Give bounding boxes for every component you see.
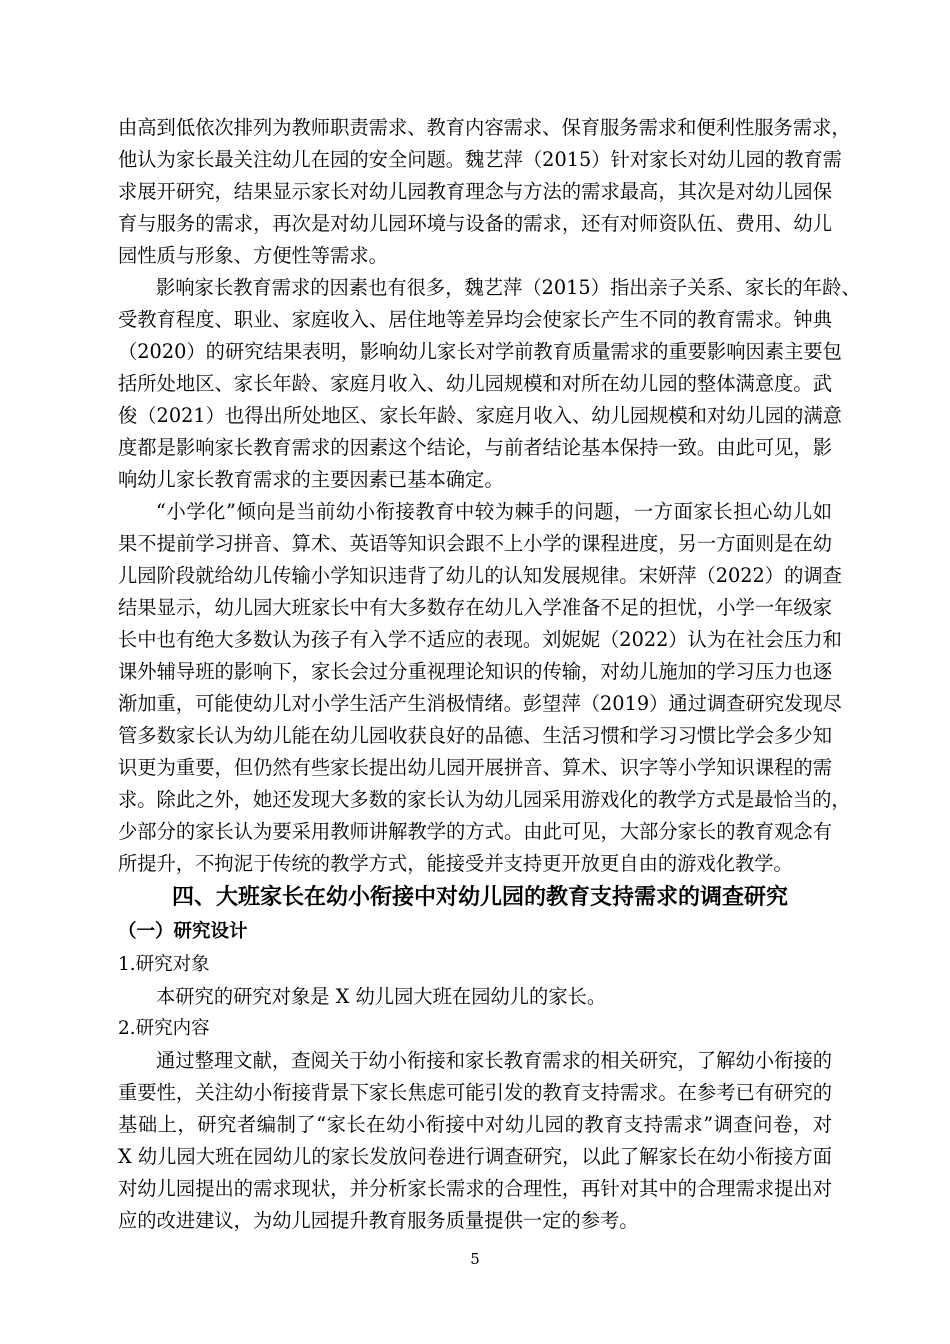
subheading: 1.研究对象 <box>118 954 210 975</box>
text-line: 影响家长教育需求的因素也有很多，魏艺萍（2015）指出亲子关系、家长的年龄、 <box>156 276 861 299</box>
text-line: 括所处地区、家长年龄、家庭月收入、幼儿园规模和对所在幼儿园的整体满意度。武 <box>118 372 832 395</box>
text-line: 所提升，不拘泥于传统的教学方式，能接受并支持更开放更自由的游戏化教学。 <box>118 852 793 875</box>
paragraph <box>118 272 861 496</box>
text-line: 识更为重要，但仍然有些家长提出幼儿园开展拼音、算术、识字等小学知识课程的需 <box>118 756 832 779</box>
paragraph <box>118 981 832 1013</box>
document-body <box>118 112 861 1237</box>
text-line: 园性质与形象、方便性等需求。 <box>118 244 388 267</box>
text-line: 果不提前学习拼音、算术、英语等知识会跟不上小学的课程进度，另一方面则是在幼 <box>118 532 832 555</box>
text-line: 他认为家长最关注幼儿在园的安全问题。魏艺萍（2015）针对家长对幼儿园的教育需 <box>118 148 842 171</box>
text-line: 度都是影响家长教育需求的因素这个结论，与前者结论基本保持一致。由此可见，影 <box>118 436 832 459</box>
text-line: 基础上，研究者编制了“家长在幼小衔接中对幼儿园的教育支持需求”调查问卷，对 <box>118 1113 832 1136</box>
text-line: 儿园阶段就给幼儿传输小学知识违背了幼儿的认知发展规律。宋妍萍（2022）的调查 <box>118 564 842 587</box>
text-line: （2020）的研究结果表明，影响幼儿家长对学前教育质量需求的重要影响因素主要包 <box>118 340 842 363</box>
text-line: 少部分的家长认为要采用教师讲解教学的方式。由此可见，大部分家长的教育观念有 <box>118 820 832 843</box>
section-heading: 四、大班家长在幼小衔接中对幼儿园的教育支持需求的调查研究 <box>172 885 789 910</box>
subsection-heading: （一）研究设计 <box>118 921 248 942</box>
text-line: 求。除此之外，她还发现大多数的家长认为幼儿园采用游戏化的教学方式是最恰当的， <box>118 788 851 811</box>
text-line: 由高到低依次排列为教师职责需求、教育内容需求、保育服务需求和便利性服务需求， <box>118 116 851 139</box>
text-line: 渐加重，可能使幼儿对小学生活产生消极情绪。彭望萍（2019）通过调查研究发现尽 <box>118 692 842 715</box>
text-line: X 幼儿园大班在园幼儿的家长发放问卷进行调查研究，以此了解家长在幼小衔接方面 <box>118 1145 832 1168</box>
text-line: 结果显示，幼儿园大班家长中有大多数存在幼儿入学准备不足的担忧，小学一年级家 <box>118 596 832 619</box>
text-line: 长中也有绝大多数认为孩子有入学不适应的表现。刘妮妮（2022）认为在社会压力和 <box>118 628 842 651</box>
text-line: 本研究的研究对象是 X 幼儿园大班在园幼儿的家长。 <box>156 985 607 1008</box>
text-line: 求展开研究，结果显示家长对幼儿园教育理念与方法的需求最高，其次是对幼儿园保 <box>118 180 832 203</box>
text-line: 对幼儿园提出的需求现状，并分析家长需求的合理性，再针对其中的合理需求提出对 <box>118 1177 832 1200</box>
text-line: “小学化”倾向是当前幼小衔接教育中较为棘手的问题，一方面家长担心幼儿如 <box>156 500 832 523</box>
page-number: 5 <box>470 1250 480 1268</box>
text-line: 响幼儿家长教育需求的主要因素已基本确定。 <box>118 468 504 491</box>
paragraph <box>118 1045 832 1237</box>
text-line: 重要性，关注幼小衔接背景下家长焦虑可能引发的教育支持需求。在参考已有研究的 <box>118 1081 832 1104</box>
paragraph <box>118 496 851 880</box>
text-line: 应的改进建议，为幼儿园提升教育服务质量提供一定的参考。 <box>118 1209 639 1232</box>
text-line: 课外辅导班的影响下，家长会过分重视理论知识的传输，对幼儿施加的学习压力也逐 <box>118 660 832 683</box>
text-line: 通过整理文献，查阅关于幼小衔接和家长教育需求的相关研究，了解幼小衔接的 <box>156 1049 832 1072</box>
text-line: 管多数家长认为幼儿能在幼儿园收获良好的品德、生活习惯和学习习惯比学会多少知 <box>118 724 832 747</box>
text-line: 俊（2021）也得出所处地区、家长年龄、家庭月收入、幼儿园规模和对幼儿园的满意 <box>118 404 842 427</box>
paragraph <box>118 112 851 272</box>
text-line: 育与服务的需求，再次是对幼儿园环境与设备的需求，还有对师资队伍、费用、幼儿 <box>118 212 832 235</box>
text-line: 受教育程度、职业、家庭收入、居住地等差异均会使家长产生不同的教育需求。钟典 <box>118 308 832 331</box>
subheading: 2.研究内容 <box>118 1018 210 1039</box>
